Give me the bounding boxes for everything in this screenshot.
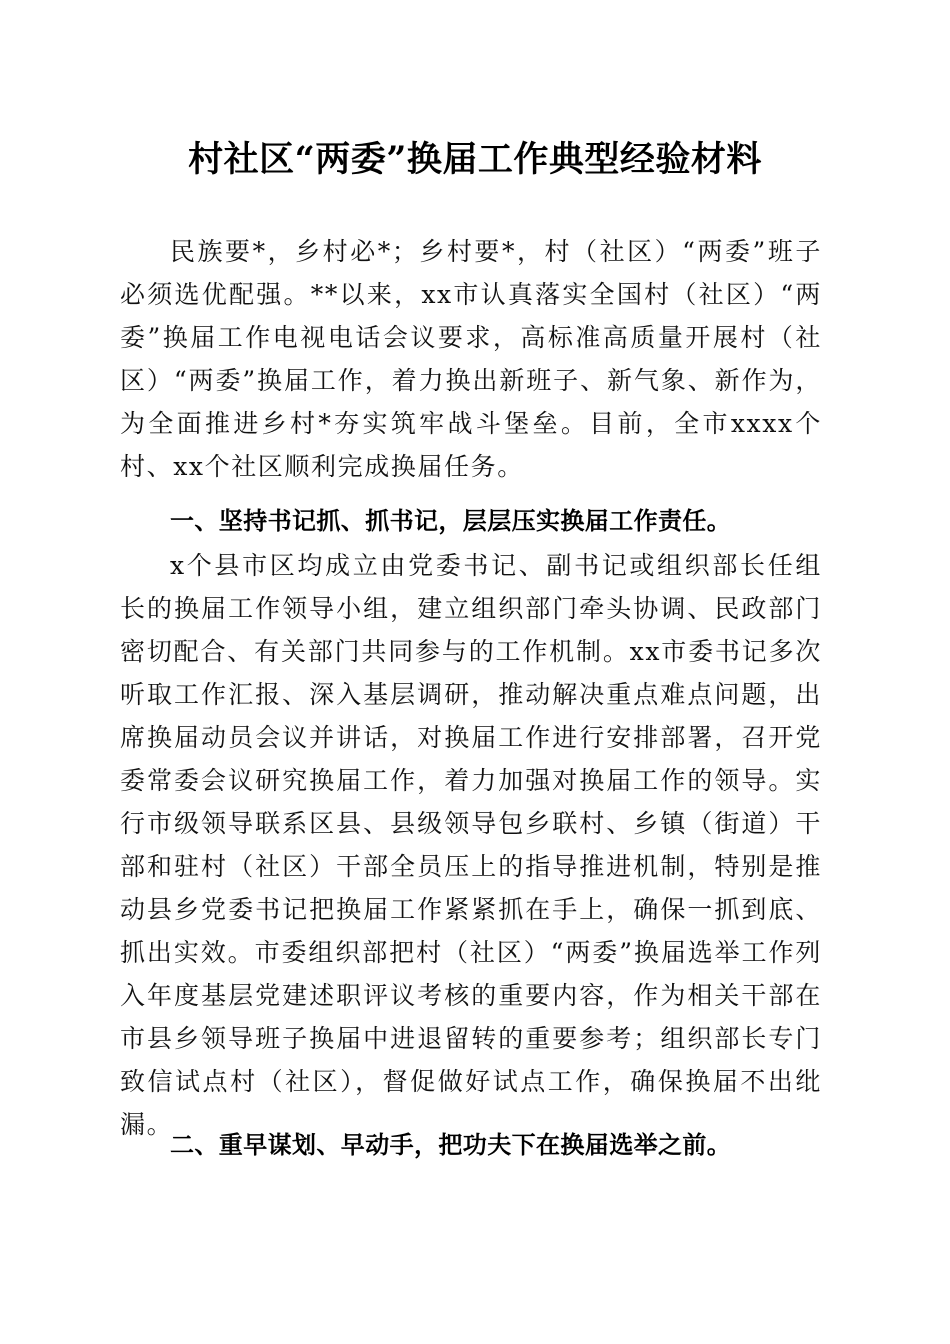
section-heading-1: 一、坚持书记抓、抓书记，层层压实换届工作责任。 [170,507,732,535]
section-heading-2: 二、重早谋划、早动手，把功夫下在换届选举之前。 [170,1131,732,1159]
page-title: 村社区“两委”换届工作典型经验材料 [188,139,762,180]
intro-paragraph: 民族要*，乡村必*；乡村要*，村（社区）“两委”班子必须选优配强。**以来，xx市认真落实全国村（社区）“两委”换届工作电视电话会议要求，高标准高质量开展村（社区）“两委”换届工作，着力换出新班子、新气象、新作为，为全面推进乡村*夯实筑牢战斗堡垒。目前，全市xxxx个村、xx个社区顺利完成换届任务。 [120,237,822,481]
section-1-paragraph: x个县市区均成立由党委书记、副书记或组织部长任组长的换届工作领导小组，建立组织部门牵头协调、民政部门密切配合、有关部门共同参与的工作机制。xx市委书记多次听取工作汇报、深入基层调研，推动解决重点难点问题，出席换届动员会议并讲话，对换届工作进行安排部署，召开党委常委会议研究换届工作，着力加强对换届工作的领导。实行市级领导联系区县、县级领导包乡联村、乡镇（街道）干部和驻村（社区）干部全员压上的指导推进机制，特别是推动县乡党委书记把换届工作紧紧抓在手上，确保一抓到底、抓出实效。市委组织部把村（社区）“两委”换届选举工作列入年度基层党建述职评议考核的重要内容，作为相关干部在市县乡领导班子换届中进退留转的重要参考；组织部长专门致信试点村（社区），督促做好试点工作，确保换届不出纰漏。 [120,551,822,1139]
